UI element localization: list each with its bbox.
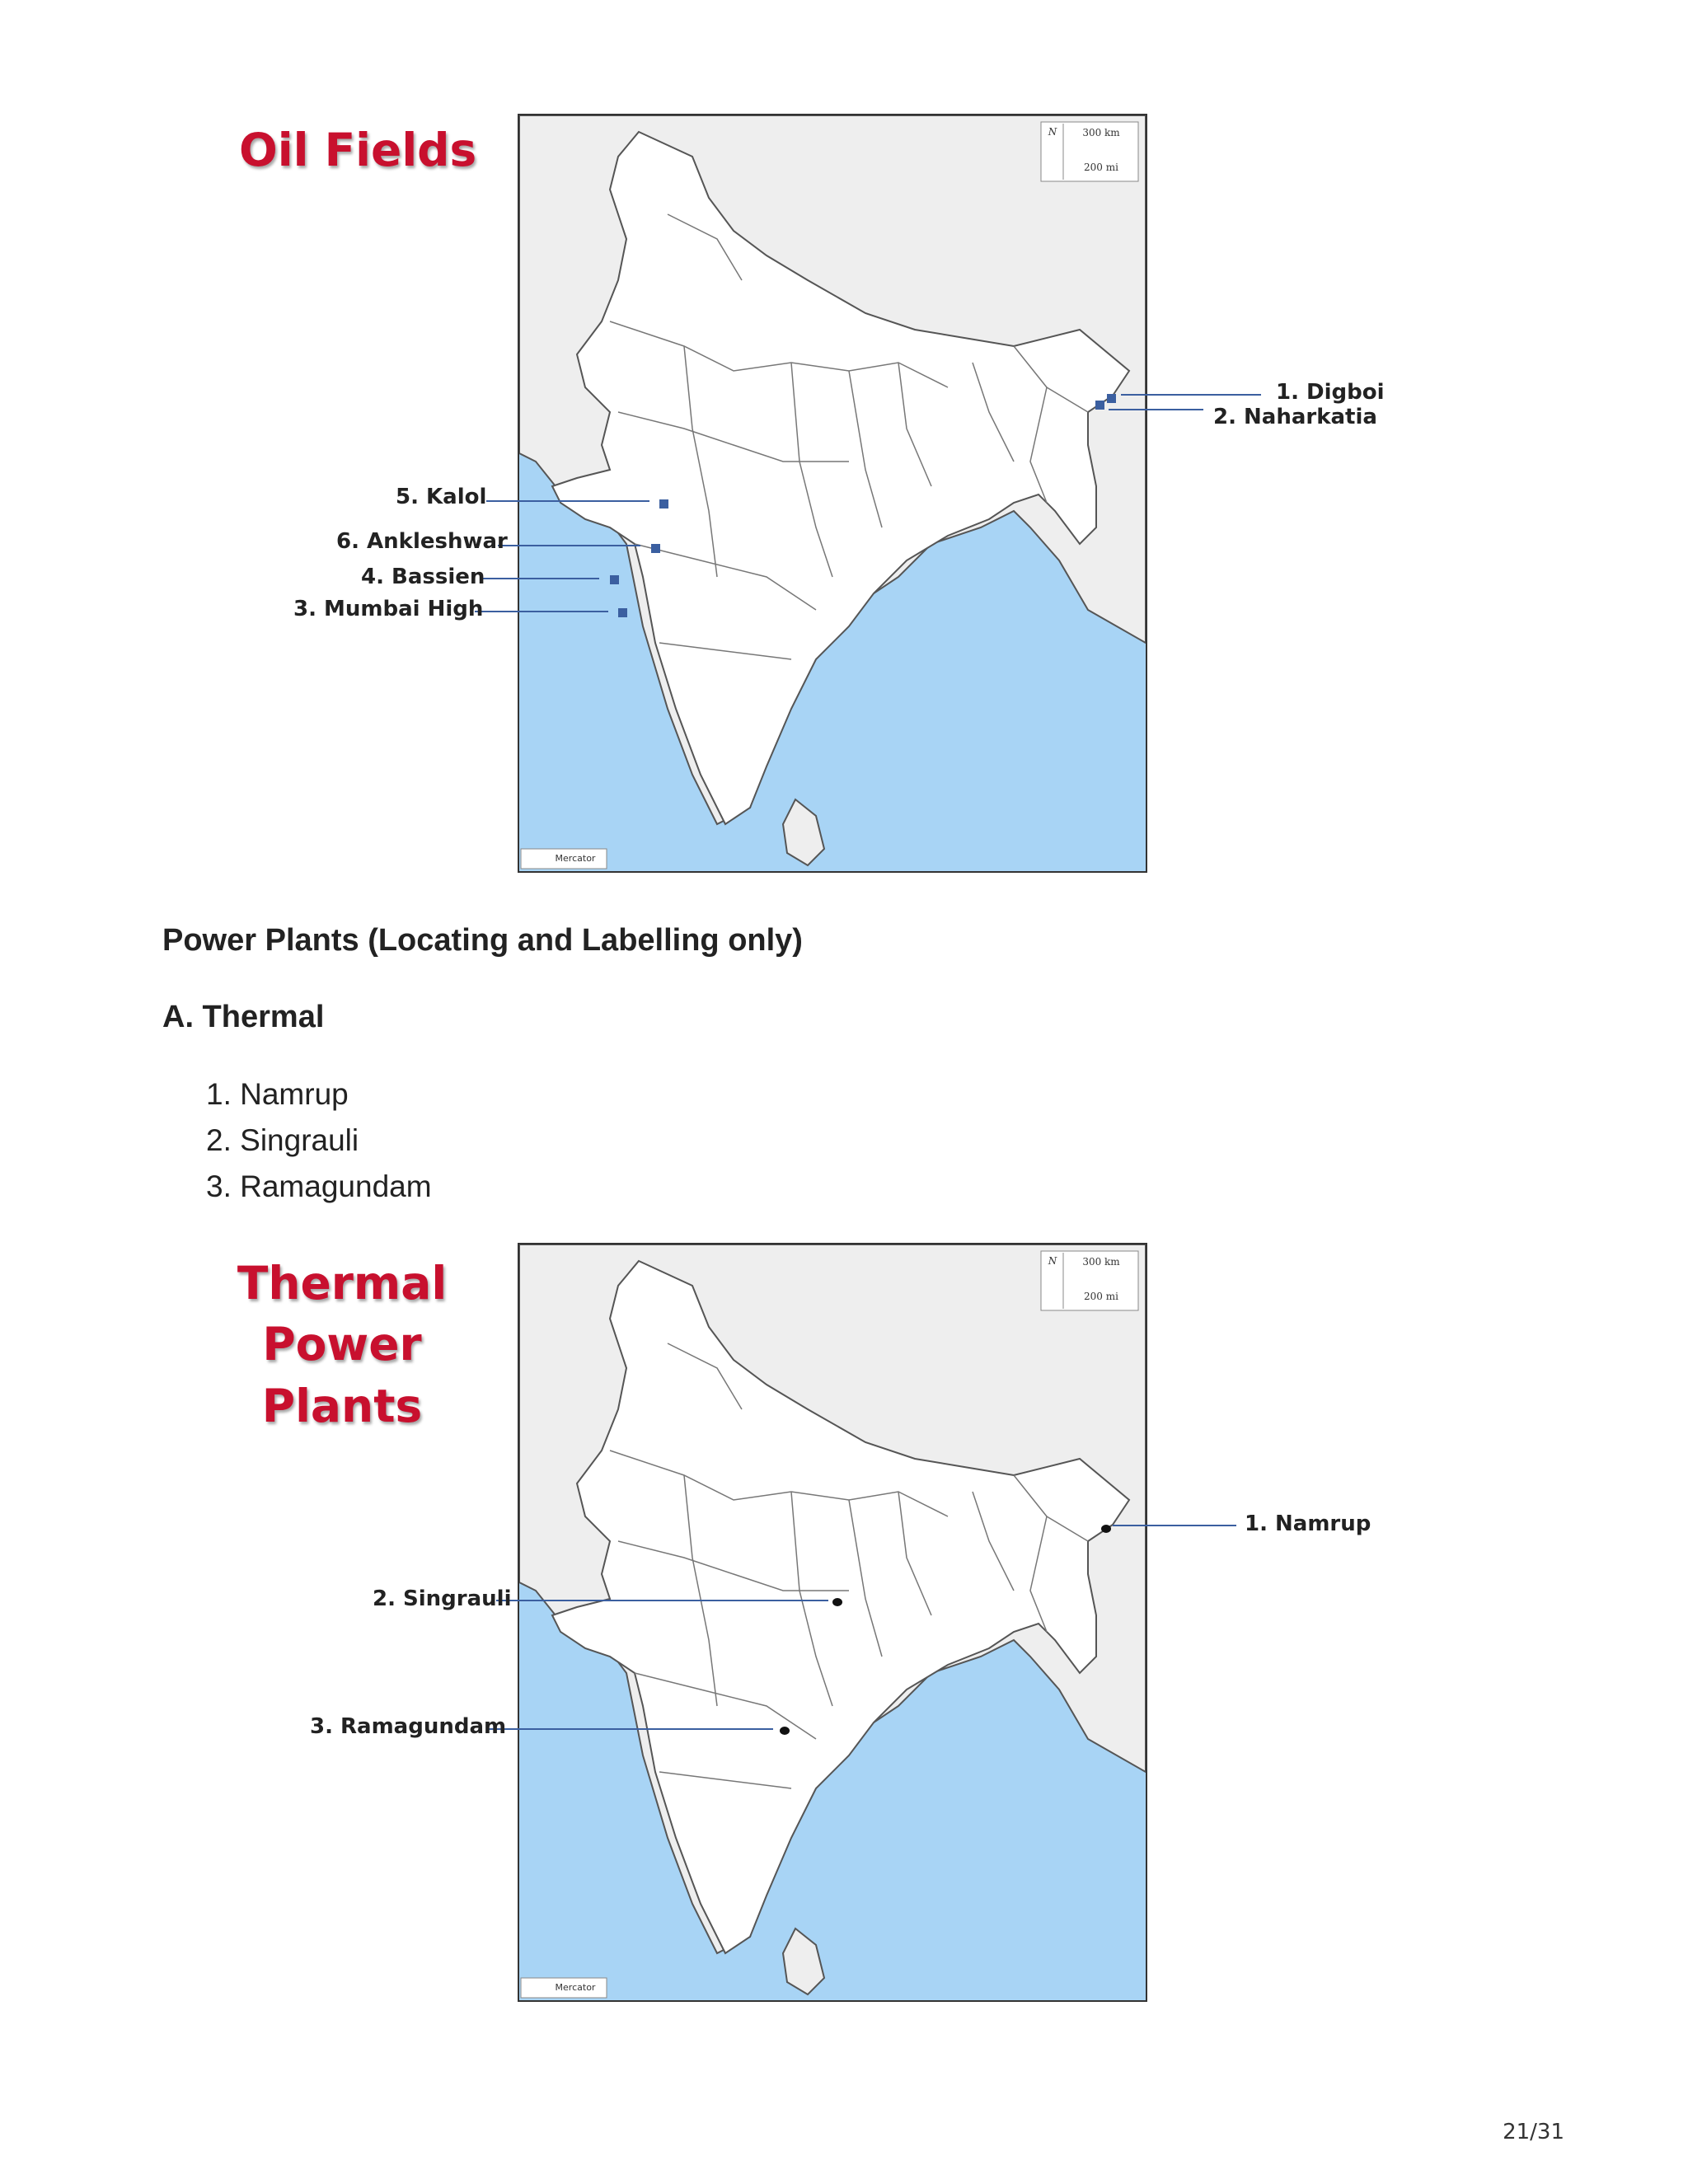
thermal-title-line1: Thermal <box>237 1257 448 1310</box>
label-mumbai-high: 3. Mumbai High <box>293 597 484 621</box>
list-item: 1. Namrup <box>206 1077 349 1111</box>
thermal-title-line2: Power Plants <box>261 1318 423 1432</box>
north-arrow-label: N <box>1048 1255 1057 1267</box>
label-digboi: 1. Digboi <box>1276 380 1385 405</box>
projection-label: Mercator <box>555 853 596 864</box>
label-bassien: 4. Bassien <box>361 565 485 589</box>
label-ankleshwar: 6. Ankleshwar <box>336 529 508 554</box>
page-number: 21/31 <box>1503 2120 1564 2144</box>
label-naharkatia: 2. Naharkatia <box>1213 405 1377 429</box>
label-namrup: 1. Namrup <box>1245 1511 1372 1536</box>
list-item: 3. Ramagundam <box>206 1169 432 1203</box>
oil-fields-title: Oil Fields <box>239 124 477 176</box>
scale-km: 300 km <box>1082 1256 1120 1268</box>
label-kalol: 5. Kalol <box>396 485 487 509</box>
power-plants-heading: Power Plants (Locating and Labelling only) <box>162 923 803 958</box>
thermal-list <box>206 1071 432 1210</box>
label-ramagundam: 3. Ramagundam <box>310 1714 507 1739</box>
oil-fields-map <box>518 114 1147 873</box>
list-item: 2. Singrauli <box>206 1123 359 1157</box>
scale-mi: 200 mi <box>1084 162 1118 173</box>
scale-km: 300 km <box>1082 127 1120 138</box>
thermal-map <box>518 1243 1147 2002</box>
projection-label: Mercator <box>555 1982 596 1993</box>
thermal-title <box>202 1253 482 1436</box>
scale-mi: 200 mi <box>1084 1291 1118 1302</box>
thermal-subheading: A. Thermal <box>162 1000 325 1034</box>
north-arrow-label: N <box>1048 126 1057 138</box>
label-singrauli: 2. Singrauli <box>373 1586 512 1611</box>
